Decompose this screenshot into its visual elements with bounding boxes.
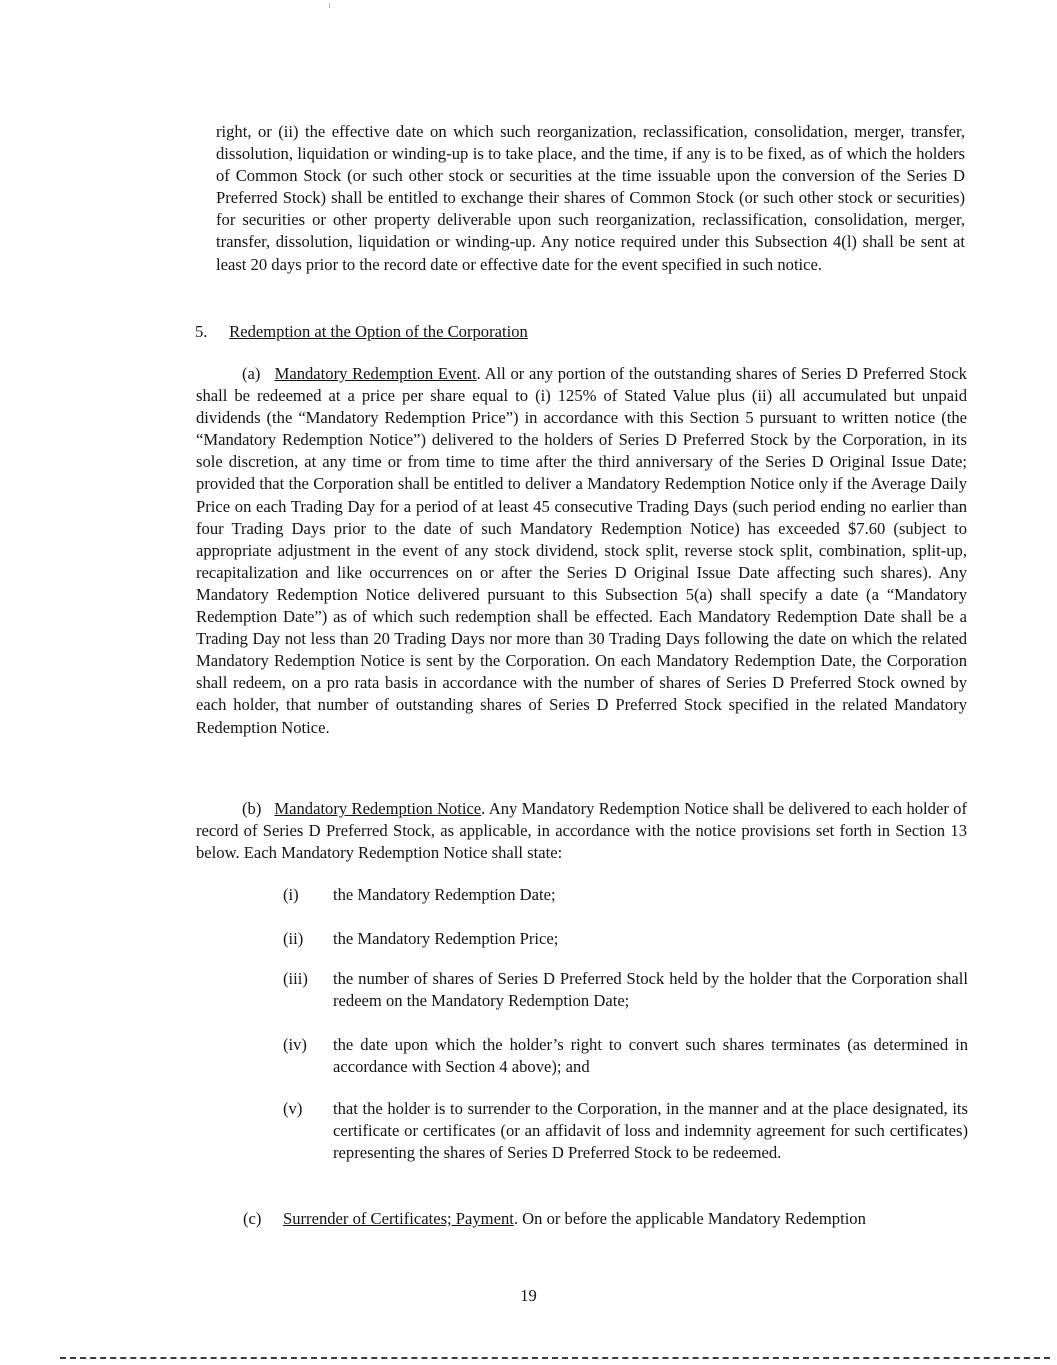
scan-artifact-mark (329, 3, 330, 8)
list-item-marker: (i) (283, 885, 299, 904)
subsection-b-title: Mandatory Redemption Notice (274, 799, 482, 818)
list-item (283, 928, 968, 950)
subsection-a-paragraph (196, 363, 967, 739)
subsection-c-marker: (c) (243, 1209, 262, 1228)
subsection-b-paragraph (196, 798, 967, 864)
list-item-text: the Mandatory Redemption Price; (333, 929, 559, 948)
section-heading (195, 321, 528, 343)
list-item-marker: (iv) (283, 1035, 307, 1054)
subsection-a-title: Mandatory Redemption Event (274, 364, 477, 383)
list-item-marker: (iii) (283, 969, 308, 988)
subsection-c-paragraph (243, 1208, 968, 1230)
subsection-b-marker: (b) (242, 799, 262, 818)
intro-paragraph: right, or (ii) the effective date on which such reorganization, reclassification, consolidation, merger, transfer, dissolution, liquidation or winding-up is to take place, and the time, if any is to be fixed, as of which the holders of Common Stock (or such other stock or securities at the time issuable upon the conversion of the Series D Preferred Stock) shall be entitled to exchange their shares of Common Stock (or such other stock or securities) for securities or other property deliverable upon such reorganization, reclassification, consolidation, merger, transfer, dissolution, liquidation or winding-up. Any notice required under this Subsection 4(l) shall be sent at least 20 days prior to the record date or effective date for the event specified in such notice. (216, 122, 965, 274)
list-item (283, 1034, 968, 1078)
page-number: 19 (520, 1286, 537, 1305)
list-item (283, 884, 968, 906)
scan-edge-line (60, 1357, 1050, 1359)
list-item-text: that the holder is to surrender to the Corporation, in the manner and at the place designated, its certificate or certificates (or an affidavit of loss and indemnity agreement for such certificates) representing the shares of Series D Preferred Stock to be redeemed. (333, 1099, 968, 1163)
subsection-c-text: . On or before the applicable Mandatory Redemption (513, 1209, 866, 1228)
list-item-marker: (v) (283, 1099, 303, 1118)
subsection-c-title: Surrender of Certificates; Payment (283, 1209, 514, 1228)
section-number: 5. (195, 322, 208, 341)
list-item (283, 1098, 968, 1164)
subsection-b-text: . Any Mandatory Redemption Notice shall be delivered to each holder of record of Series D Preferred Stock, as applicable, in accordance with the notice provisions set forth in Section 13 below. Each Mandatory Redemption Notice shall state: (196, 799, 968, 863)
list-item-marker: (ii) (283, 929, 304, 948)
subsection-a-marker: (a) (242, 364, 261, 383)
list-item-text: the date upon which the holder’s right to convert such shares terminates (as determined in accordance with Section 4 above); and (333, 1035, 968, 1077)
section-title: Redemption at the Option of the Corporation (229, 322, 528, 341)
list-item (283, 968, 968, 1012)
list-item-text: the Mandatory Redemption Date; (333, 885, 556, 904)
list-item-text: the number of shares of Series D Preferred Stock held by the holder that the Corporation shall redeem on the Mandatory Redemption Date; (333, 969, 968, 1011)
subsection-a-text: . All or any portion of the outstanding shares of Series D Preferred Stock shall be redeemed at a price per share equal to (i) 125% of Stated Value plus (ii) all accumulated but unpaid dividends (the “Mandatory Redemption Price”) in accordance with this Section 5 pursuant to written notice (the “Mandatory Redemption Notice”) delivered to the holders of Series D Preferred Stock by the Corporation, in its sole discretion, at any time or from time to time after the third anniversary of the Series D Original Issue Date; provided that the Corporation shall be entitled to deliver a Mandatory Redemption Notice only if the Average Daily Price on each Trading Day for a period of at least 45 consecutive Trading Days (such period ending no earlier than four Trading Days prior to the date of such Mandatory Redemption Notice) has exceeded $7.60 (subject to appropriate adjustment in the event of any stock dividend, stock split, reverse stock split, combination, split-up, recapitalization and like occurrences on or after the Series D Original Issue Date affecting such shares). Any Mandatory Redemption Notice delivered pursuant to this Subsection 5(a) shall specify a date (a “Mandatory Redemption Date”) as of which such redemption shall be effected. Each Mandatory Redemption Date shall be a Trading Day not less than 20 Trading Days nor more than 30 Trading Days following the date on which the related Mandatory Redemption Notice is sent by the Corporation. On each Mandatory Redemption Date, the Corporation shall redeem, on a pro rata basis in accordance with the number of shares of Series D Preferred Stock owned by each holder, that number of outstanding shares of Series D Preferred Stock specified in the related Mandatory Redemption Notice. (196, 364, 967, 737)
